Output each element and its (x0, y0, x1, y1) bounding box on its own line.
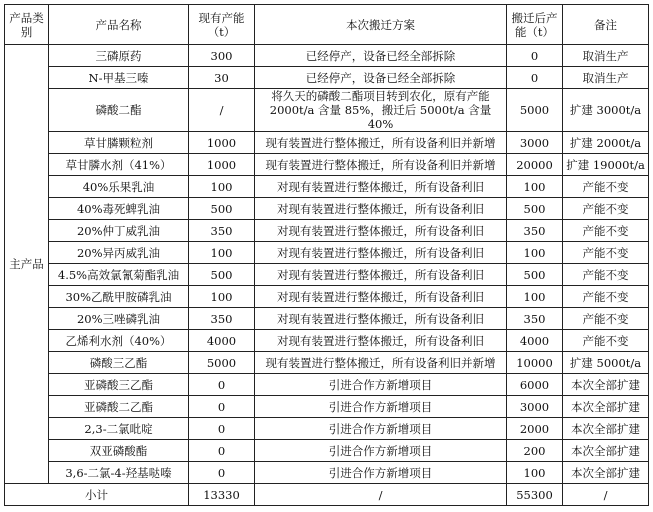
header-row (5, 5, 649, 45)
subtotal-row (5, 484, 649, 506)
table-row (5, 396, 649, 418)
cell-plan: 对现有装置进行整体搬迁，所有设备利旧 (255, 264, 507, 286)
cell-after: 4000 (507, 330, 563, 352)
cell-after: 6000 (507, 374, 563, 396)
cell-plan: 现有装置进行整体搬迁，所有设备利旧并新增 (255, 132, 507, 154)
cell-after: 100 (507, 462, 563, 484)
document-page (4, 4, 649, 506)
cell-current: 500 (189, 264, 255, 286)
cell-note: 扩建 19000t/a (563, 154, 649, 176)
cell-name: 三磷原药 (49, 45, 189, 67)
cell-note: 扩建 3000t/a (563, 89, 649, 132)
cell-name: 磷酸二酯 (49, 89, 189, 132)
cell-after: 100 (507, 286, 563, 308)
cell-plan: 对现有装置进行整体搬迁，所有设备利旧 (255, 198, 507, 220)
cell-name: 双亚磷酸酯 (49, 440, 189, 462)
table-row (5, 374, 649, 396)
cell-plan: 对现有装置进行整体搬迁，所有设备利旧 (255, 220, 507, 242)
table-row (5, 132, 649, 154)
cell-plan: 现有装置进行整体搬迁，所有设备利旧并新增 (255, 154, 507, 176)
header-name: 产品名称 (49, 5, 189, 45)
cell-current: 0 (189, 374, 255, 396)
table-row (5, 45, 649, 67)
table-row (5, 308, 649, 330)
cell-current: 300 (189, 45, 255, 67)
cell-after: 0 (507, 67, 563, 89)
cell-name: 3,6-二氯-4-羟基哒嗪 (49, 462, 189, 484)
cell-after: 3000 (507, 396, 563, 418)
cell-after: 0 (507, 45, 563, 67)
cell-after: 20000 (507, 154, 563, 176)
cell-note: 产能不变 (563, 330, 649, 352)
table-row (5, 330, 649, 352)
cell-plan: 对现有装置进行整体搬迁，所有设备利旧 (255, 286, 507, 308)
cell-current: 0 (189, 396, 255, 418)
cell-plan: 已经停产，设备已经全部拆除 (255, 45, 507, 67)
cell-name: 草甘膦水剂（41%） (49, 154, 189, 176)
cell-plan: 引进合作方新增项目 (255, 418, 507, 440)
table-row (5, 462, 649, 484)
cell-current: 100 (189, 242, 255, 264)
cell-after: 100 (507, 176, 563, 198)
cell-after: 2000 (507, 418, 563, 440)
cell-note: 取消生产 (563, 67, 649, 89)
cell-plan: 引进合作方新增项目 (255, 396, 507, 418)
cell-name: 草甘膦颗粒剂 (49, 132, 189, 154)
cell-name: 2,3-二氯吡啶 (49, 418, 189, 440)
capacity-table (4, 4, 649, 506)
table-body (5, 45, 649, 484)
cell-name: 20%三唑磷乳油 (49, 308, 189, 330)
header-current: 现有产能（t） (189, 5, 255, 45)
cell-note: 本次全部扩建 (563, 462, 649, 484)
header-note: 备注 (563, 5, 649, 45)
cell-note: 产能不变 (563, 286, 649, 308)
subtotal-current: 13330 (189, 484, 255, 506)
category-cell: 主产品 (5, 45, 49, 484)
cell-after: 500 (507, 198, 563, 220)
cell-after: 5000 (507, 89, 563, 132)
cell-note: 扩建 2000t/a (563, 132, 649, 154)
cell-plan: 现有装置进行整体搬迁，所有设备利旧并新增 (255, 352, 507, 374)
cell-after: 500 (507, 264, 563, 286)
cell-note: 扩建 5000t/a (563, 352, 649, 374)
cell-note: 产能不变 (563, 242, 649, 264)
cell-name: 20%仲丁威乳油 (49, 220, 189, 242)
cell-plan: 引进合作方新增项目 (255, 374, 507, 396)
subtotal-label: 小计 (5, 484, 189, 506)
subtotal-after: 55300 (507, 484, 563, 506)
table-row (5, 154, 649, 176)
cell-plan: 将久天的磷酸二酯项目转到农化，原有产能2000t/a 含量 85%，搬迁后 5000t/a 含量 40% (255, 89, 507, 132)
table-row (5, 198, 649, 220)
cell-current: 500 (189, 198, 255, 220)
table-row (5, 176, 649, 198)
header-plan: 本次搬迁方案 (255, 5, 507, 45)
table-row (5, 89, 649, 132)
table-row (5, 67, 649, 89)
cell-after: 3000 (507, 132, 563, 154)
cell-current: 350 (189, 308, 255, 330)
cell-current: 4000 (189, 330, 255, 352)
cell-plan: 引进合作方新增项目 (255, 462, 507, 484)
table-row (5, 352, 649, 374)
cell-note: 产能不变 (563, 308, 649, 330)
cell-note: 产能不变 (563, 176, 649, 198)
table-row (5, 286, 649, 308)
cell-note: 产能不变 (563, 264, 649, 286)
cell-after: 100 (507, 242, 563, 264)
header-after: 搬迁后产能（t） (507, 5, 563, 45)
cell-name: N-甲基三嗪 (49, 67, 189, 89)
cell-after: 200 (507, 440, 563, 462)
cell-current: / (189, 89, 255, 132)
cell-current: 30 (189, 67, 255, 89)
cell-name: 磷酸三乙酯 (49, 352, 189, 374)
cell-current: 350 (189, 220, 255, 242)
cell-note: 本次全部扩建 (563, 374, 649, 396)
table-row (5, 220, 649, 242)
cell-note: 产能不变 (563, 220, 649, 242)
cell-name: 30%乙酰甲胺磷乳油 (49, 286, 189, 308)
cell-name: 40%乐果乳油 (49, 176, 189, 198)
table-row (5, 264, 649, 286)
cell-plan: 引进合作方新增项目 (255, 440, 507, 462)
subtotal-plan: / (255, 484, 507, 506)
cell-name: 乙烯利水剂（40%） (49, 330, 189, 352)
cell-current: 1000 (189, 154, 255, 176)
cell-plan: 已经停产，设备已经全部拆除 (255, 67, 507, 89)
cell-current: 5000 (189, 352, 255, 374)
cell-current: 0 (189, 462, 255, 484)
table-row (5, 242, 649, 264)
table-row (5, 440, 649, 462)
cell-current: 100 (189, 176, 255, 198)
cell-current: 1000 (189, 132, 255, 154)
cell-plan: 对现有装置进行整体搬迁，所有设备利旧 (255, 242, 507, 264)
cell-after: 350 (507, 220, 563, 242)
cell-note: 本次全部扩建 (563, 418, 649, 440)
cell-note: 本次全部扩建 (563, 440, 649, 462)
cell-note: 本次全部扩建 (563, 396, 649, 418)
header-category: 产品类别 (5, 5, 49, 45)
cell-note: 产能不变 (563, 198, 649, 220)
cell-name: 20%异丙威乳油 (49, 242, 189, 264)
cell-after: 10000 (507, 352, 563, 374)
table-row (5, 418, 649, 440)
cell-current: 0 (189, 440, 255, 462)
cell-plan: 对现有装置进行整体搬迁，所有设备利旧 (255, 308, 507, 330)
subtotal-note: / (563, 484, 649, 506)
cell-name: 亚磷酸三乙酯 (49, 374, 189, 396)
cell-name: 4.5%高效氯氰菊酯乳油 (49, 264, 189, 286)
cell-note: 取消生产 (563, 45, 649, 67)
cell-current: 100 (189, 286, 255, 308)
cell-after: 350 (507, 308, 563, 330)
cell-plan: 对现有装置进行整体搬迁，所有设备利旧 (255, 330, 507, 352)
cell-name: 40%毒死蜱乳油 (49, 198, 189, 220)
cell-name: 亚磷酸二乙酯 (49, 396, 189, 418)
cell-plan: 对现有装置进行整体搬迁，所有设备利旧 (255, 176, 507, 198)
cell-current: 0 (189, 418, 255, 440)
